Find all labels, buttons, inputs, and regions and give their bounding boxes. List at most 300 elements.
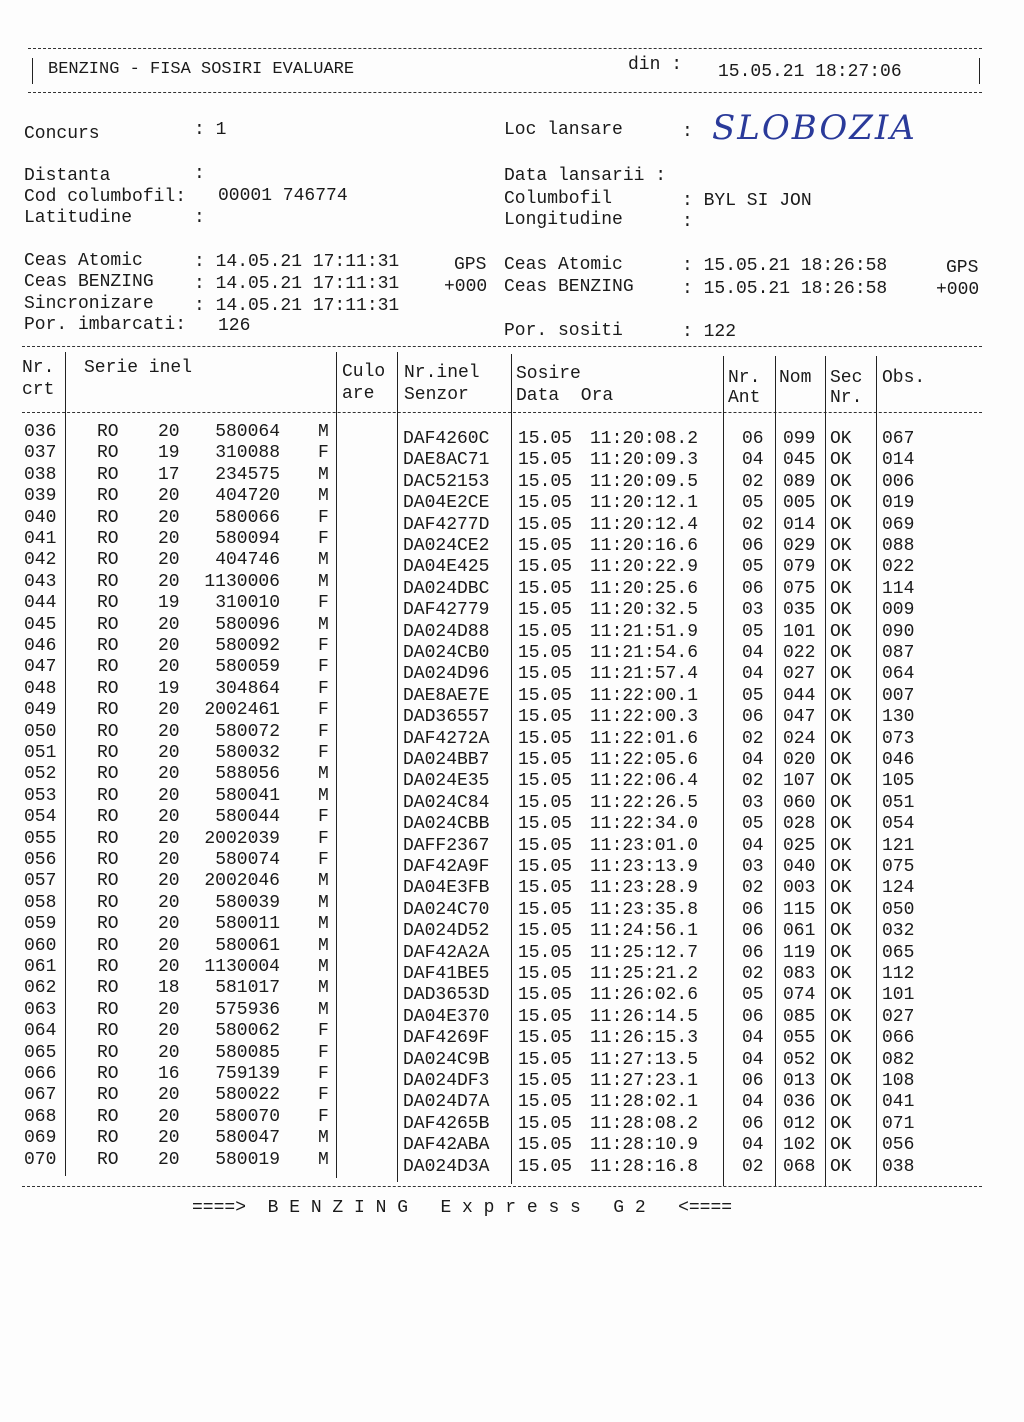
cell-sec: OK	[830, 942, 852, 963]
cell-obs: 071	[882, 1113, 915, 1134]
loc-colon: :	[682, 122, 693, 142]
cell-ring-number: 1130006	[204, 571, 280, 592]
cell-ring-number: 580085	[215, 1042, 280, 1063]
col-nr: Nr.	[22, 358, 55, 378]
cell-ant: 02	[742, 1156, 764, 1177]
cell-country: RO	[97, 828, 119, 849]
cell-sec: OK	[830, 685, 852, 706]
cell-date: 15.05	[518, 985, 573, 1006]
cell-time: 11:20:32.5	[590, 600, 699, 621]
cell-year: 20	[158, 999, 180, 1020]
cell-year: 20	[158, 785, 180, 806]
cell-ant: 04	[742, 450, 764, 471]
cell-ring-number: 580047	[215, 1128, 280, 1149]
cell-nom: 025	[783, 835, 816, 856]
cell-time: 11:27:13.5	[590, 1049, 699, 1070]
cell-ring-number: 580032	[215, 743, 280, 763]
cell-sex: F	[318, 700, 329, 721]
cell-obs: 046	[882, 750, 915, 770]
distanta-value: :	[194, 164, 205, 184]
cell-date: 15.05	[518, 899, 573, 920]
cell-nom: 061	[783, 921, 816, 942]
right-clock-label-1: Ceas BENZING	[504, 277, 634, 297]
cell-time: 11:27:23.1	[590, 1071, 699, 1091]
cell-sec: OK	[830, 600, 852, 621]
cell-ring-number: 580070	[215, 1106, 280, 1127]
cell-time: 11:23:35.8	[590, 899, 699, 920]
cell-sex: M	[318, 486, 329, 507]
cell-year: 20	[158, 422, 180, 442]
cell-obs: 121	[882, 835, 915, 856]
cell-sec: OK	[830, 792, 852, 813]
cell-ring-number: 580059	[215, 657, 280, 678]
cell-crt: 069	[24, 1128, 57, 1149]
cell-crt: 043	[24, 571, 57, 592]
cell-sensor: DAF42A9F	[403, 857, 490, 877]
cell-date: 15.05	[518, 514, 573, 535]
cell-crt: 070	[24, 1149, 57, 1170]
cell-sex: F	[318, 1064, 329, 1084]
cell-ant: 04	[742, 835, 764, 856]
cell-sensor: DA024D7A	[403, 1092, 490, 1113]
cell-date: 15.05	[518, 835, 573, 856]
cell-ant: 06	[742, 429, 764, 449]
table-row	[0, 593, 1024, 621]
left-clock-value-1: : 14.05.21 17:11:31	[194, 274, 400, 294]
cell-ant: 06	[742, 707, 764, 728]
cell-country: RO	[97, 999, 119, 1020]
cell-sex: F	[318, 443, 329, 464]
cell-ant: 04	[742, 1049, 764, 1070]
cell-obs: 056	[882, 1135, 915, 1156]
right-clock-suffix-1: +000	[936, 280, 980, 300]
cell-time: 11:20:22.9	[590, 557, 699, 578]
cell-crt: 055	[24, 828, 57, 849]
cell-date: 15.05	[518, 750, 573, 770]
cell-ring-number: 580062	[215, 1021, 280, 1042]
cell-obs: 007	[882, 685, 915, 706]
cell-year: 20	[158, 957, 180, 977]
cell-nom: 044	[783, 685, 816, 706]
cell-obs: 101	[882, 985, 915, 1006]
left-clock-value-0: : 14.05.21 17:11:31	[194, 252, 400, 272]
cell-crt: 059	[24, 914, 57, 935]
col-serie: Serie inel	[84, 358, 193, 378]
cell-sec: OK	[830, 857, 852, 877]
cell-date: 15.05	[518, 707, 573, 728]
cell-country: RO	[97, 571, 119, 592]
cell-date: 15.05	[518, 728, 573, 749]
cell-time: 11:26:02.6	[590, 985, 699, 1006]
cell-crt: 061	[24, 957, 57, 977]
cell-country: RO	[97, 422, 119, 442]
cell-obs: 112	[882, 964, 915, 984]
cell-crt: 067	[24, 1085, 57, 1106]
cell-sensor: DA024C70	[403, 899, 490, 920]
cell-date: 15.05	[518, 1071, 573, 1091]
cell-country: RO	[97, 529, 119, 549]
cell-sec: OK	[830, 878, 852, 899]
cell-ring-number: 304864	[215, 678, 280, 699]
table-row	[0, 743, 1024, 770]
cell-sensor: DAF4265B	[403, 1113, 490, 1134]
left-clock-label-0: Ceas Atomic	[24, 251, 143, 271]
cell-year: 20	[158, 1021, 180, 1042]
cell-sensor: DAF41BE5	[403, 964, 490, 984]
cell-obs: 067	[882, 429, 915, 449]
cell-obs: 105	[882, 771, 915, 792]
cell-sec: OK	[830, 429, 852, 449]
cell-year: 19	[158, 593, 180, 614]
cell-year: 20	[158, 657, 180, 678]
cell-crt: 048	[24, 678, 57, 699]
cell-sensor: DA024D52	[403, 921, 490, 942]
cell-obs: 019	[882, 493, 915, 514]
cell-sex: M	[318, 914, 329, 935]
cell-sex: F	[318, 807, 329, 828]
cell-date: 15.05	[518, 450, 573, 471]
cell-time: 11:28:10.9	[590, 1135, 699, 1156]
cell-sec: OK	[830, 1071, 852, 1091]
col-sec: Sec	[830, 368, 863, 388]
cell-crt: 053	[24, 785, 57, 806]
cell-nom: 029	[783, 536, 816, 556]
table-row	[0, 999, 1024, 1027]
cell-obs: 032	[882, 921, 915, 942]
cell-sensor: DA024E35	[403, 771, 490, 792]
cell-sex: F	[318, 1021, 329, 1042]
cell-obs: 041	[882, 1092, 915, 1113]
cell-sex: M	[318, 999, 329, 1020]
cell-nom: 107	[783, 771, 816, 792]
cell-sensor: DA024CB0	[403, 643, 490, 663]
cell-obs: 064	[882, 664, 915, 685]
col-obs: Obs.	[882, 368, 926, 388]
cell-sec: OK	[830, 1092, 852, 1113]
cell-country: RO	[97, 807, 119, 828]
cell-sensor: DA024C9B	[403, 1049, 490, 1070]
cell-ring-number: 580092	[215, 636, 280, 656]
table-row	[0, 721, 1024, 749]
cell-sex: M	[318, 464, 329, 485]
table-row	[0, 550, 1024, 578]
cell-sec: OK	[830, 1006, 852, 1027]
cell-sensor: DA024DF3	[403, 1071, 490, 1091]
cell-sex: F	[318, 507, 329, 528]
cell-country: RO	[97, 935, 119, 956]
cell-sex: F	[318, 678, 329, 699]
cell-time: 11:20:12.4	[590, 514, 699, 535]
distanta-label: Distanta	[24, 166, 111, 186]
cell-time: 11:28:08.2	[590, 1113, 699, 1134]
cell-nom: 020	[783, 750, 816, 770]
longitude-value: :	[682, 212, 693, 232]
cell-sensor: DAF42A2A	[403, 942, 490, 963]
cell-ring-number: 404746	[215, 550, 280, 571]
cell-year: 20	[158, 571, 180, 592]
cell-sex: F	[318, 1106, 329, 1127]
cell-sec: OK	[830, 921, 852, 942]
cell-sec: OK	[830, 728, 852, 749]
cell-sec: OK	[830, 578, 852, 599]
cell-ant: 05	[742, 621, 764, 642]
table-row	[0, 785, 1024, 813]
cell-year: 20	[158, 1085, 180, 1106]
table-row	[0, 807, 1024, 835]
cell-sensor: DA024D96	[403, 664, 490, 685]
cell-time: 11:21:51.9	[590, 621, 699, 642]
cell-ring-number: 588056	[215, 764, 280, 785]
cell-country: RO	[97, 850, 119, 870]
cell-crt: 068	[24, 1106, 57, 1127]
cell-obs: 054	[882, 814, 915, 835]
cell-year: 20	[158, 486, 180, 507]
cell-obs: 022	[882, 557, 915, 578]
cell-time: 11:21:57.4	[590, 664, 699, 685]
cell-sensor: DAF4272A	[403, 728, 490, 749]
cell-date: 15.05	[518, 685, 573, 706]
cell-crt: 044	[24, 593, 57, 614]
cell-year: 20	[158, 1042, 180, 1063]
cell-ant: 06	[742, 578, 764, 599]
imbarcati-label: Por. imbarcati:	[24, 315, 187, 335]
table-row	[0, 507, 1024, 535]
cell-sensor: DA04E425	[403, 557, 490, 578]
cell-crt: 041	[24, 529, 57, 549]
cell-ant: 06	[742, 942, 764, 963]
cell-sec: OK	[830, 493, 852, 514]
cell-nom: 012	[783, 1113, 816, 1134]
cell-obs: 088	[882, 536, 915, 556]
cell-ring-number: 580074	[215, 850, 280, 870]
cell-crt: 050	[24, 721, 57, 742]
cell-country: RO	[97, 550, 119, 571]
divider	[22, 346, 982, 347]
cell-country: RO	[97, 957, 119, 977]
cell-country: RO	[97, 1128, 119, 1149]
cell-nom: 101	[783, 621, 816, 642]
cell-date: 15.05	[518, 921, 573, 942]
cell-sec: OK	[830, 985, 852, 1006]
cell-time: 11:20:25.6	[590, 578, 699, 599]
table-row	[0, 764, 1024, 792]
cod-value: 00001 746774	[218, 186, 348, 206]
cell-year: 20	[158, 828, 180, 849]
sositi-label: Por. sositi	[504, 321, 623, 341]
table-row	[0, 443, 1024, 471]
cell-sec: OK	[830, 707, 852, 728]
cell-date: 15.05	[518, 471, 573, 492]
cell-sec: OK	[830, 514, 852, 535]
cell-ant: 04	[742, 1028, 764, 1049]
cell-year: 20	[158, 550, 180, 571]
cell-crt: 039	[24, 486, 57, 507]
cell-nom: 047	[783, 707, 816, 728]
right-clock-value-0: : 15.05.21 18:26:58	[682, 256, 888, 276]
cell-sensor: DAF4277D	[403, 514, 490, 535]
cell-date: 15.05	[518, 1028, 573, 1049]
cell-obs: 038	[882, 1156, 915, 1177]
cell-country: RO	[97, 871, 119, 892]
cell-sensor: DAE8AC71	[403, 450, 490, 471]
right-clock-suffix-0: GPS	[946, 258, 979, 278]
loc-handwritten: SLOBOZIA	[712, 108, 917, 148]
cell-ant: 06	[742, 1006, 764, 1027]
divider	[32, 58, 33, 84]
cell-nom: 036	[783, 1092, 816, 1113]
cell-nom: 060	[783, 792, 816, 813]
cell-sex: F	[318, 1042, 329, 1063]
cell-obs: 066	[882, 1028, 915, 1049]
cell-sex: F	[318, 657, 329, 678]
cell-obs: 050	[882, 899, 915, 920]
cell-ring-number: 580096	[215, 614, 280, 635]
cell-sex: F	[318, 850, 329, 870]
cell-sec: OK	[830, 643, 852, 663]
cell-country: RO	[97, 721, 119, 742]
cell-crt: 054	[24, 807, 57, 828]
table-row	[0, 657, 1024, 685]
cell-obs: 114	[882, 578, 915, 599]
divider	[22, 1186, 982, 1187]
latitude-label: Latitudine	[24, 208, 133, 228]
cell-sec: OK	[830, 1028, 852, 1049]
cell-time: 11:20:09.3	[590, 450, 699, 471]
cell-sensor: DAF4260C	[403, 429, 490, 449]
table-row	[0, 978, 1024, 1006]
cell-sex: F	[318, 1085, 329, 1106]
cell-sec: OK	[830, 1113, 852, 1134]
cell-sensor: DAC52153	[403, 471, 490, 492]
cell-obs: 124	[882, 878, 915, 899]
cell-nom: 099	[783, 429, 816, 449]
cell-sensor: DA04E3FB	[403, 878, 490, 899]
cell-nom: 085	[783, 1006, 816, 1027]
cell-obs: 069	[882, 514, 915, 535]
table-row	[0, 914, 1024, 942]
concurs-value: : 1	[194, 120, 227, 140]
cell-sec: OK	[830, 471, 852, 492]
cell-ant: 02	[742, 728, 764, 749]
cell-nom: 024	[783, 728, 816, 749]
cell-sensor: DAD36557	[403, 707, 490, 728]
cell-ring-number: 580011	[215, 914, 280, 935]
right-clock-label-0: Ceas Atomic	[504, 255, 623, 275]
cell-sex: M	[318, 571, 329, 592]
cell-ant: 05	[742, 557, 764, 578]
cell-ant: 02	[742, 471, 764, 492]
cell-ring-number: 575936	[215, 999, 280, 1020]
cell-nom: 102	[783, 1135, 816, 1156]
cell-sensor: DA04E2CE	[403, 493, 490, 514]
cell-nom: 022	[783, 643, 816, 663]
cell-sensor: DA024C84	[403, 792, 490, 813]
cell-date: 15.05	[518, 578, 573, 599]
cell-country: RO	[97, 593, 119, 614]
cell-year: 19	[158, 443, 180, 464]
cell-country: RO	[97, 978, 119, 999]
cell-sensor: DA024BB7	[403, 750, 490, 770]
cell-ant: 03	[742, 857, 764, 877]
cell-sensor: DA024CE2	[403, 536, 490, 556]
cell-ant: 02	[742, 878, 764, 899]
cell-year: 20	[158, 892, 180, 913]
cell-sensor: DA04E370	[403, 1006, 490, 1027]
cell-obs: 051	[882, 792, 915, 813]
cell-year: 20	[158, 614, 180, 635]
cell-sex: F	[318, 529, 329, 549]
cell-year: 17	[158, 464, 180, 485]
cell-ant: 03	[742, 792, 764, 813]
cell-year: 19	[158, 678, 180, 699]
cell-time: 11:20:09.5	[590, 471, 699, 492]
cell-time: 11:22:26.5	[590, 792, 699, 813]
cell-sec: OK	[830, 835, 852, 856]
cell-sensor: DAFF2367	[403, 835, 490, 856]
cell-date: 15.05	[518, 1156, 573, 1177]
cell-sex: F	[318, 828, 329, 849]
cell-ring-number: 1130004	[204, 957, 280, 977]
din-label: din :	[628, 55, 683, 75]
cell-sex: M	[318, 764, 329, 785]
left-clock-suffix-0: GPS	[454, 255, 487, 275]
cell-sec: OK	[830, 1049, 852, 1070]
cell-country: RO	[97, 636, 119, 656]
cell-sensor: DA024D3A	[403, 1156, 490, 1177]
cell-obs: 065	[882, 942, 915, 963]
cell-time: 11:23:01.0	[590, 835, 699, 856]
cell-crt: 036	[24, 422, 57, 442]
cell-crt: 065	[24, 1042, 57, 1063]
footer-brand: ====> B E N Z I N G E x p r e s s G 2 <====	[192, 1198, 733, 1218]
cell-sec: OK	[830, 1135, 852, 1156]
cell-year: 20	[158, 1149, 180, 1170]
cell-sensor: DAF4269F	[403, 1028, 490, 1049]
cell-sex: M	[318, 785, 329, 806]
col-senzor: Senzor	[404, 385, 469, 405]
cell-country: RO	[97, 678, 119, 699]
cell-ant: 06	[742, 899, 764, 920]
data-lansarii-label: Data lansarii :	[504, 166, 667, 186]
cell-crt: 060	[24, 935, 57, 956]
cell-crt: 042	[24, 550, 57, 571]
cell-ant: 04	[742, 1135, 764, 1156]
cell-sex: M	[318, 892, 329, 913]
cell-obs: 108	[882, 1071, 915, 1091]
cell-ant: 02	[742, 964, 764, 984]
col-culoare: Culo	[342, 362, 386, 382]
latitude-value: :	[194, 208, 205, 228]
cell-time: 11:22:00.1	[590, 685, 699, 706]
cell-date: 15.05	[518, 1113, 573, 1134]
cell-crt: 046	[24, 636, 57, 656]
cell-year: 20	[158, 529, 180, 549]
cell-year: 20	[158, 700, 180, 721]
cell-ant: 04	[742, 750, 764, 770]
cell-year: 20	[158, 721, 180, 742]
left-clock-label-2: Sincronizare	[24, 294, 154, 314]
cell-obs: 073	[882, 728, 915, 749]
cell-date: 15.05	[518, 878, 573, 899]
cell-ring-number: 580041	[215, 785, 280, 806]
cell-ant: 05	[742, 814, 764, 835]
cell-nom: 089	[783, 471, 816, 492]
cell-sensor: DAE8AE7E	[403, 685, 490, 706]
cell-ring-number: 580044	[215, 807, 280, 828]
cell-nom: 035	[783, 600, 816, 621]
cell-nom: 075	[783, 578, 816, 599]
table-row	[0, 1149, 1024, 1177]
